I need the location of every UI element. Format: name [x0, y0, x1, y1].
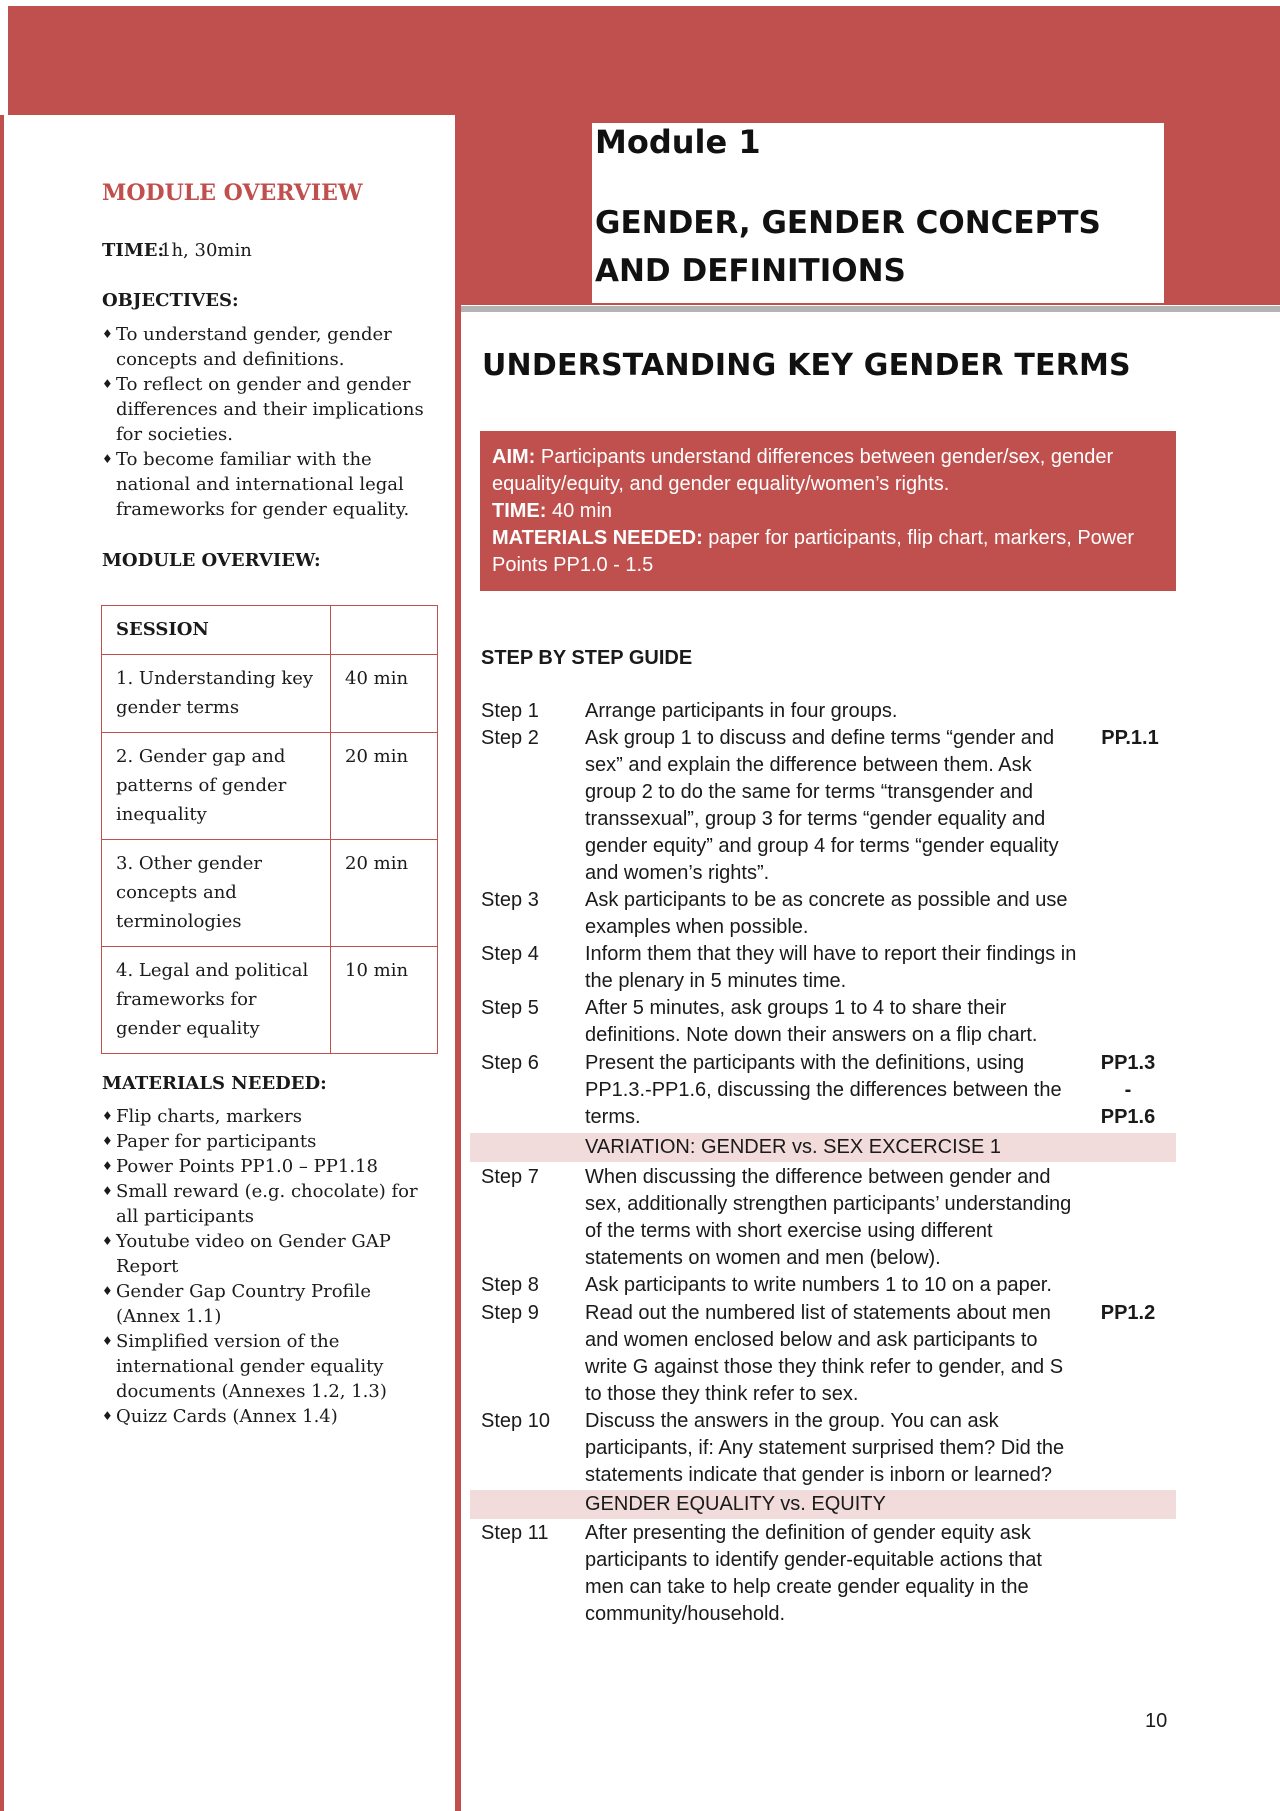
session-name: 3. Other gender concepts and terminologies — [102, 840, 331, 947]
session-name: 4. Legal and political frameworks for gender equality — [102, 947, 331, 1054]
module-title-line2: AND DEFINITIONS — [595, 253, 906, 289]
session-table — [101, 605, 438, 1054]
step-number: Step 6 — [481, 1052, 539, 1074]
session-header-empty — [331, 606, 438, 655]
step-text: Inform them that they will have to report their findings in the plenary in 5 minutes time. — [585, 943, 1077, 992]
variation-band — [470, 1133, 1176, 1162]
list-item: ♦ Power Points PP1.0 – PP1.18 — [102, 1156, 378, 1177]
list-item: ♦ To reflect on gender and gender differences and their implications for societies. — [102, 374, 424, 445]
column-divider — [455, 115, 461, 1811]
list-item: ♦ Small reward (e.g. chocolate) for all participants — [102, 1181, 418, 1227]
aim-box — [480, 431, 1176, 591]
step-text: Discuss the answers in the group. You can ask participants, if: Any statement surprised them? Did the statements indicate that gender is inborn or learned? — [585, 1410, 1065, 1486]
diamond-bullet-icon: ♦ — [102, 327, 113, 341]
step-number: Step 4 — [481, 943, 539, 965]
variation-title: GENDER EQUALITY vs. EQUITY — [585, 1493, 886, 1515]
diamond-bullet-icon: ♦ — [102, 1284, 113, 1298]
diamond-bullet-icon: ♦ — [102, 1134, 113, 1148]
diamond-bullet-icon: ♦ — [102, 1409, 113, 1423]
left-border — [0, 115, 4, 1811]
module-title-box — [592, 123, 1164, 303]
aim-materials-text: paper for participants, flip chart, markers, Power Points PP1.0 - 1.5 — [492, 527, 1135, 576]
diamond-bullet-icon: ♦ — [102, 377, 113, 391]
step-number: Step 5 — [481, 997, 539, 1019]
aim-materials-label: MATERIALS NEEDED: — [492, 527, 703, 549]
step-text: Arrange participants in four groups. — [585, 700, 898, 722]
list-item: ♦ Simplified version of the international gender equality documents (Annexes 1.2, 1.3) — [102, 1331, 387, 1402]
diamond-bullet-icon: ♦ — [102, 1109, 113, 1123]
divider-rule — [458, 306, 1280, 312]
pp-reference: PP.1.1 — [1101, 727, 1159, 749]
diamond-bullet-icon: ♦ — [102, 1184, 113, 1198]
list-item: ♦ Flip charts, markers — [102, 1106, 302, 1127]
list-item: ♦ Youtube video on Gender GAP Report — [102, 1231, 391, 1277]
step-text: After 5 minutes, ask groups 1 to 4 to share their definitions. Note down their answers on a flip chart. — [585, 997, 1038, 1046]
step-number: Step 9 — [481, 1302, 539, 1324]
session-time: 20 min — [331, 840, 438, 947]
diamond-bullet-icon: ♦ — [102, 1159, 113, 1173]
step-number: Step 11 — [481, 1522, 549, 1544]
objectives-label: OBJECTIVES: — [102, 290, 239, 311]
table-row — [102, 655, 438, 733]
list-item: ♦ Paper for participants — [102, 1131, 317, 1152]
step-number: Step 7 — [481, 1166, 539, 1188]
aim-text: Participants understand differences between gender/sex, gender equality/equity, and gender equality/women’s rights. — [492, 446, 1114, 495]
step-text: Ask participants to write numbers 1 to 10 on a paper. — [585, 1274, 1052, 1296]
step-text: Ask participants to be as concrete as possible and use examples when possible. — [585, 889, 1068, 938]
step-text: Present the participants with the definitions, using PP1.3.-PP1.6, discussing the differences between the terms. — [585, 1052, 1062, 1128]
step-number: Step 3 — [481, 889, 539, 911]
session-time: 20 min — [331, 733, 438, 840]
diamond-bullet-icon: ♦ — [102, 1234, 113, 1248]
table-row — [102, 733, 438, 840]
list-item: ♦ Gender Gap Country Profile (Annex 1.1) — [102, 1281, 371, 1327]
step-text: Ask group 1 to discuss and define terms “gender and sex” and explain the difference between them. Ask group 2 to do the same for terms “transgender and transsexual”, group 3 for terms “gender equality and gender equity” and group 4 for terms “gender equality and women’s rights”. — [585, 727, 1059, 884]
aim-time-label: TIME: — [492, 500, 547, 522]
variation-title: VARIATION: GENDER vs. SEX EXCERCISE 1 — [585, 1136, 1002, 1158]
session-name: 2. Gender gap and patterns of gender inequality — [102, 733, 331, 840]
session-header: SESSION — [102, 606, 331, 655]
session-name: 1. Understanding key gender terms — [102, 655, 331, 733]
session-time: 10 min — [331, 947, 438, 1054]
step-text: When discussing the difference between gender and sex, additionally strengthen participants’ understanding of the terms with short exercise using different statements on women and men (below). — [585, 1166, 1072, 1269]
guide-title: STEP BY STEP GUIDE — [481, 647, 693, 669]
materials-list — [102, 1104, 432, 1429]
step-number: Step 1 — [481, 700, 539, 722]
module-title-line1: GENDER, GENDER CONCEPTS — [595, 205, 1101, 241]
time-label: TIME: — [102, 240, 165, 261]
module-overview-label: MODULE OVERVIEW: — [102, 550, 321, 571]
variation-band — [470, 1490, 1176, 1519]
time-value: 1h, 30min — [160, 240, 252, 261]
section-heading: UNDERSTANDING KEY GENDER TERMS — [482, 348, 1131, 383]
aim-time-text: 40 min — [546, 500, 613, 522]
table-row — [102, 840, 438, 947]
table-row — [102, 947, 438, 1054]
diamond-bullet-icon: ♦ — [102, 452, 113, 466]
overview-title: MODULE OVERVIEW — [102, 180, 363, 206]
module-number: Module 1 — [595, 123, 761, 161]
step-text: After presenting the definition of gender equity ask participants to identify gender-equitable actions that men can take to help create gender equality in the community/household. — [585, 1522, 1042, 1625]
step-number: Step 8 — [481, 1274, 539, 1296]
step-number: Step 2 — [481, 727, 539, 749]
table-row — [102, 606, 438, 655]
materials-label: MATERIALS NEEDED: — [102, 1073, 327, 1094]
module-title — [595, 199, 1101, 295]
list-item: ♦ To understand gender, gender concepts and definitions. — [102, 324, 392, 370]
time-row — [102, 240, 252, 261]
step-number: Step 10 — [481, 1410, 550, 1432]
diamond-bullet-icon: ♦ — [102, 1334, 113, 1348]
session-time: 40 min — [331, 655, 438, 733]
aim-label: AIM: — [492, 446, 536, 468]
header-band — [8, 6, 1280, 115]
list-item: ♦ Quizz Cards (Annex 1.4) — [102, 1406, 338, 1427]
list-item: ♦ To become familiar with the national and international legal frameworks for gender equality. — [102, 449, 410, 520]
pp-reference: PP1.2 — [1100, 1302, 1156, 1324]
pp-reference: PP1.3 - PP1.6 — [1100, 1052, 1156, 1128]
page-number: 10 — [1145, 1710, 1168, 1732]
step-text: Read out the numbered list of statements about men and women enclosed below and ask participants to write G against those they think refer to gender, and S to those they think refer to sex. — [585, 1302, 1064, 1405]
objectives-list — [102, 322, 432, 522]
